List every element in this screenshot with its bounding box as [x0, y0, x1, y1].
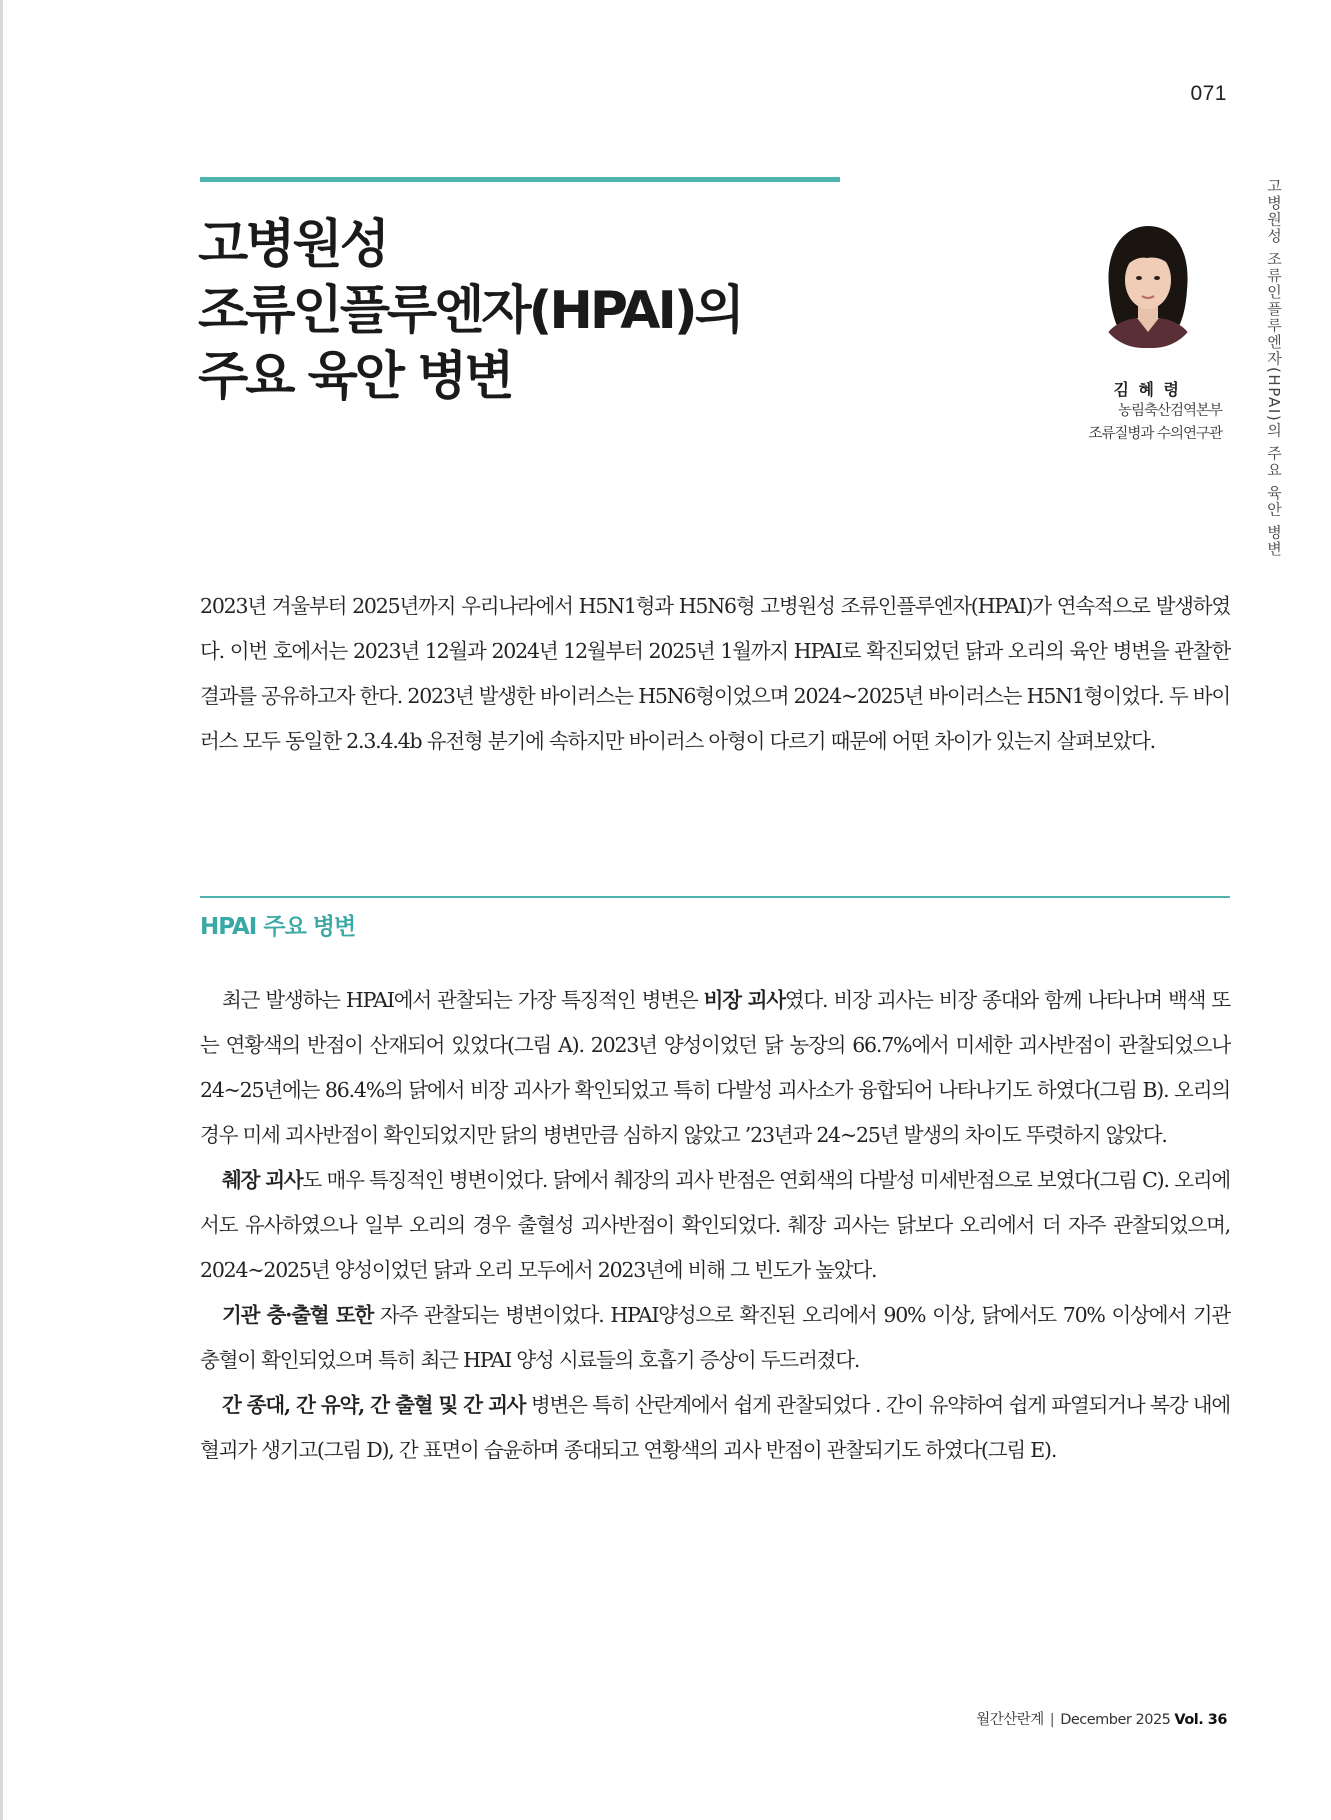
- author-affiliation-line: 조류질병과 수의연구관: [1088, 426, 1222, 442]
- paragraph-text: 병변은 특히 산란계에서 쉽게 관찰되었다 . 간이 유약하여 쉽게 파열되거나 복강 내에 혈괴가 생기고(그림 D), 간 표면이 습윤하며 종대되고 연황색의 괴사 반점이 관찰되기도 하였다(그림 E).: [200, 1393, 1230, 1462]
- footer-separator: |: [1049, 1712, 1055, 1728]
- page-footer: [976, 1708, 1227, 1729]
- paragraph-bold-term: 비장 괴사: [703, 988, 785, 1012]
- paragraph-text: 자주 관찰되는 병변이었다. HPAI양성으로 확진된 오리에서 90% 이상, 닭에서도 70% 이상에서 기관 충혈이 확인되었으며 특히 최근 HPAI 양성 시료들의 호흡기 증상이 두드러졌다.: [200, 1303, 1230, 1372]
- body-paragraph: [200, 1158, 1230, 1293]
- paragraph-text: 도 매우 특징적인 병변이었다. 닭에서 췌장의 괴사 반점은 연회색의 다발성 미세반점으로 보였다(그림 C). 오리에서도 유사하였으나 일부 오리의 경우 출혈성 괴사반점이 확인되었다. 췌장 괴사는 닭보다 오리에서 더 자주 관찰되었으며, 2024~2025년 양성이었던 닭과 오리 모두에서 2023년에 비해 그 빈도가 높았다.: [200, 1168, 1230, 1282]
- section-heading: HPAI 주요 병변: [200, 914, 356, 940]
- page-edge: [0, 0, 3, 1820]
- paragraph-bold-term: 췌장 괴사: [222, 1168, 303, 1192]
- author-name: 김 혜 령: [1113, 380, 1181, 399]
- author-photo: [1097, 218, 1199, 348]
- article-title: [198, 212, 918, 410]
- author-affiliation-line: 농림축산검역본부: [1117, 403, 1222, 419]
- side-running-title: 고병원성 조류인플루엔자(HPAI)의 주요 육안 병변: [1265, 178, 1283, 558]
- intro-paragraph: 2023년 겨울부터 2025년까지 우리나라에서 H5N1형과 H5N6형 고병원성 조류인플루엔자(HPAI)가 연속적으로 발생하였다. 이번 호에서는 2023년 12월과 2024년 12월부터 2025년 1월까지 HPAI로 확진되었던 닭과 오리의 육안 병변을 관찰한 결과를 공유하고자 한다. 2023년 발생한 바이러스는 H5N6형이었으며 2024~2025년 바이러스는 H5N1형이었다. 두 바이러스 모두 동일한 2.3.4.4b 유전형 분기에 속하지만 바이러스 아형이 다르기 때문에 어떤 차이가 있는지 살펴보았다.: [200, 594, 1230, 753]
- paragraph-bold-term: 간 종대, 간 유약, 간 출혈 및 간 괴사: [222, 1393, 526, 1417]
- footer-issue: December 2025: [1060, 1712, 1171, 1728]
- body-paragraph: [200, 978, 1230, 1158]
- paragraph-text: 최근 발생하는 HPAI에서 관찰되는 가장 특징적인 병변은: [222, 988, 704, 1012]
- title-line: 주요 육안 병변: [198, 347, 512, 407]
- page-number: 071: [1190, 82, 1227, 105]
- section-rule: [200, 896, 1230, 898]
- title-accent-rule: [200, 177, 840, 182]
- author-portrait-icon: [1097, 218, 1199, 348]
- paragraph-bold-term: 기관 충·출혈 또한: [222, 1303, 374, 1327]
- title-line: 조류인플루엔자(HPAI)의: [198, 281, 742, 341]
- section-body: [200, 978, 1230, 1473]
- footer-magazine: 월간산란계: [976, 1712, 1044, 1728]
- author-affiliation: [1088, 400, 1222, 446]
- body-paragraph: [200, 1383, 1230, 1473]
- paragraph-text: 였다. 비장 괴사는 비장 종대와 함께 나타나며 백색 또는 연황색의 반점이 산재되어 있었다(그림 A). 2023년 양성이었던 닭 농장의 66.7%에서 미세한 괴사반점이 관찰되었으나 24~25년에는 86.4%의 닭에서 비장 괴사가 확인되었고 특히 다발성 괴사소가 융합되어 나타나기도 하였다(그림 B). 오리의 경우 미세 괴사반점이 확인되었지만 닭의 병변만큼 심하지 않았고 ’23년과 24~25년 발생의 차이도 뚜렷하지 않았다.: [200, 988, 1230, 1147]
- title-line: 고병원성: [198, 215, 387, 275]
- body-paragraph: [200, 1293, 1230, 1383]
- footer-volume: Vol. 36: [1174, 1712, 1227, 1728]
